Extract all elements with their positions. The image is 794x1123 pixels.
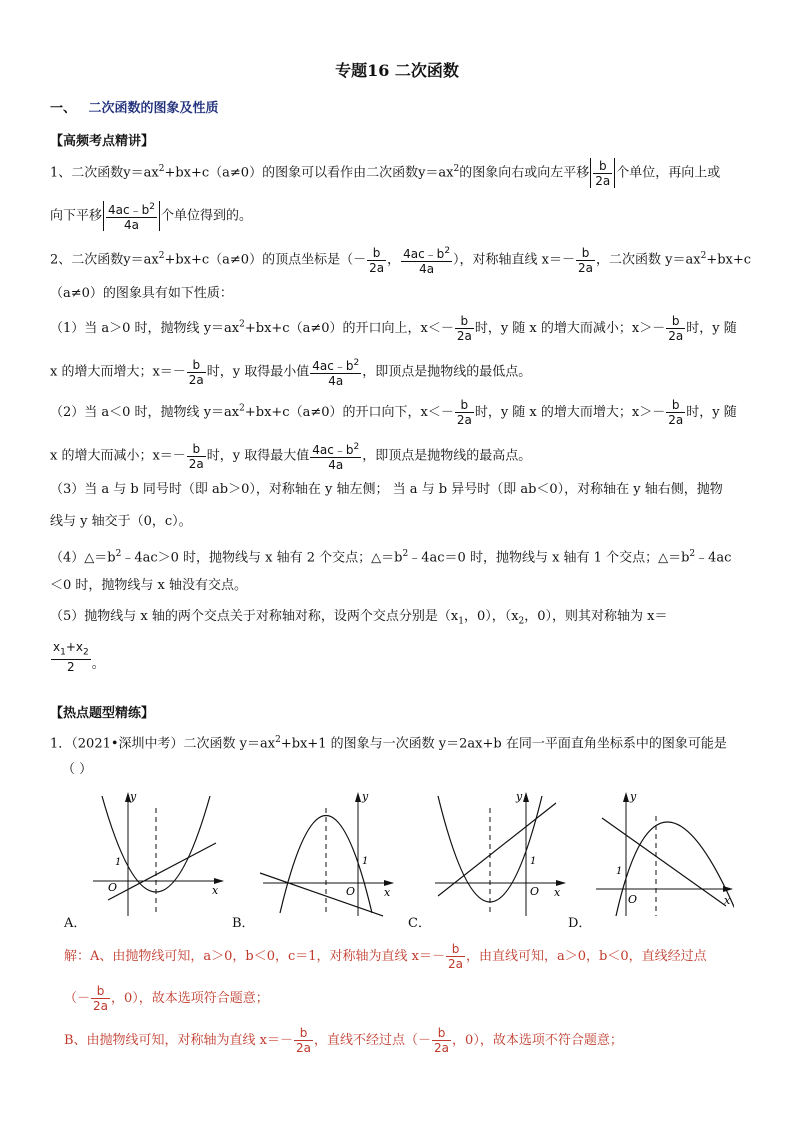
fraction: $\frac{b}{2a}$ <box>456 398 472 427</box>
origin-label: O <box>108 881 118 894</box>
svg-text:y: y <box>516 790 523 803</box>
svg-text:x: x <box>554 886 561 899</box>
para-4-line-2: x 的增大而减小；x＝－ $\frac{b}{2a}$ 时，y 取得最大值 $\frac{4ac﹣b^2}{4a}$ ，即顶点是抛物线的最高点。 <box>50 441 532 472</box>
para-3-line-2: x 的增大而增大；x＝－ $\frac{b}{2a}$ 时，y 取得最小值 $\frac{4ac﹣b^2}{4a}$ ，即顶点是抛物线的最低点。 <box>50 357 532 388</box>
para-4-line-1: （2）当 a＜0 时，抛物线 $y=ax^2+bx+c(a\ne 0)$的开口向下，x＜－ $\frac{b}{2a}$ 时，y 随 x 的增大而增大；x＞－ $\frac{b}{2a}$ 时，y 随 <box>50 398 737 427</box>
fraction: $\frac{b}{2a}$ <box>434 1026 450 1055</box>
svg-text:y: y <box>630 790 637 803</box>
page-title: 专题16 二次函数 <box>335 61 459 80</box>
svg-text:1: 1 <box>530 856 537 867</box>
fraction: $\frac{b}{2a}$ <box>456 314 472 343</box>
fraction: $\frac{b}{2a}$ <box>93 984 109 1013</box>
fraction: $\frac{b}{2a}$ <box>369 245 385 275</box>
graph-option-c[interactable] <box>430 788 570 918</box>
section-label: 二次函数的图象及性质 <box>88 101 219 116</box>
para-7-line-2: $\frac{x_1+x_2}{2}$ 。 <box>53 640 105 675</box>
para-1-line-2: 向下平移 $\frac{4ac﹣b^2}{4a}$ 个单位得到的。 <box>50 202 252 232</box>
svg-text:1: 1 <box>362 856 369 867</box>
section-number: 一、 <box>50 101 77 116</box>
svg-text:O: O <box>628 893 638 906</box>
svg-text:O: O <box>346 885 356 898</box>
svg-text:x: x <box>724 894 731 907</box>
fraction: $\frac{4ac﹣b^2}{4a}$ <box>108 202 155 232</box>
fraction: $\frac{b}{2a}$ <box>668 398 684 427</box>
para-5-line-2: 线与 y 轴交于（0，c）。 <box>50 514 192 529</box>
x-label: x <box>212 884 219 897</box>
fraction: $\frac{4ac﹣b^2}{4a}$ <box>312 442 360 472</box>
y-label: y <box>130 790 137 803</box>
tag-key-points: 【高频考点精讲】 <box>50 134 155 149</box>
svg-text:y: y <box>362 790 369 803</box>
svg-text:O: O <box>530 885 540 898</box>
svg-text:x: x <box>384 886 391 899</box>
para-1-line-1: 1、二次函数$y=ax^2+bx+c(a\ne 0)$的图象可以看作由二次函数$y=ax^2$的图象向右或向左平移 $\frac{b}{2a}$ 个单位，再向上或 <box>50 158 721 188</box>
tag-practice: 【热点题型精练】 <box>50 706 155 721</box>
question-1-line-2: （ ） <box>62 762 93 777</box>
option-d-label: D． <box>568 916 592 931</box>
graph-option-a[interactable] <box>88 788 228 918</box>
fraction: $\frac{b}{2a}$ <box>595 158 611 188</box>
line <box>602 818 726 906</box>
question-1-line-1: 1．（2021•深圳中考）二次函数 $y=ax^2+bx+1$ 的图象与一次函数 y＝2ax+b 在同一平面直角坐标系中的图象可能是 <box>50 735 727 752</box>
para-2-line-2: （a≠0）的图象具有如下性质： <box>50 286 233 301</box>
graph-option-b[interactable] <box>258 788 398 918</box>
option-a-label: A． <box>64 916 87 931</box>
fraction: $\frac{b}{2a}$ <box>188 441 204 471</box>
para-2-line-1: 2、二次函数$y=ax^2+bx+c(a\ne 0)$的顶点坐标是（－ $\frac{b}{2a}$ ， $\frac{4ac﹣b^2}{4a}$ ），对称轴直线 x＝－ $\frac{b}{2a}$ ，二次函数 $y=ax^2+bx+c$ <box>50 245 752 276</box>
fraction: $\frac{b}{2a}$ <box>578 245 594 275</box>
solution-line-1: 解：A、由抛物线可知，a＞0，b＜0，c＝1，对称轴为直线 x＝－ $\frac{b}{2a}$ ，由直线可知，a＞0，b＜0，直线经过点 <box>64 942 707 971</box>
para-6-line-2: ＜0 时，抛物线与 x 轴没有交点。 <box>50 578 247 593</box>
line <box>438 803 556 896</box>
graph-option-d[interactable] <box>594 788 734 918</box>
fraction: $\frac{4ac﹣b^2}{4a}$ <box>403 246 451 276</box>
solution-line-2: （－ $\frac{b}{2a}$ ，0），故本选项符合题意； <box>64 984 269 1013</box>
fraction: $\frac{4ac﹣b^2}{4a}$ <box>312 358 360 388</box>
section-heading <box>50 97 219 116</box>
para-7-line-1: （5）抛物线与 x 轴的两个交点关于对称轴对称，设两个交点分别是（$x_1$，0），（$x_2$，0），则其对称轴为 x＝ <box>50 609 668 627</box>
line <box>108 843 216 900</box>
option-c-label: C． <box>408 916 431 931</box>
para-6-line-1: $(4)\triangle=b^2﹣4ac>0$ 时，抛物线与 x 轴有 2 个交点；$\triangle=b^2﹣4ac=0$ 时，抛物线与 x 轴有 1 个交点；$\triangle=b^2﹣4ac$ <box>50 549 732 566</box>
fraction: $\frac{b}{2a}$ <box>448 942 464 971</box>
line <box>260 873 383 916</box>
para-5-line-1: （3）当 a 与 b 同号时（即 ab＞0），对称轴在 y 轴左侧； 当 a 与 b 异号时（即 ab＜0），对称轴在 y 轴右侧，抛物 <box>50 482 723 497</box>
option-b-label: B． <box>232 916 255 931</box>
fraction: $\frac{b}{2a}$ <box>668 314 684 343</box>
fraction: $\frac{b}{2a}$ <box>188 357 204 387</box>
tick-one: 1 <box>115 857 122 868</box>
svg-text:1: 1 <box>616 866 623 877</box>
para-3-line-1: （1）当 a＞0 时，抛物线 $y=ax^2+bx+c(a\ne 0)$的开口向上，x＜－ $\frac{b}{2a}$ 时，y 随 x 的增大而减小；x＞－ $\frac{b}{2a}$ 时，y 随 <box>50 314 737 343</box>
solution-line-3: B、由抛物线可知，对称轴为直线 x＝－ $\frac{b}{2a}$ ，直线不经过点（－ $\frac{b}{2a}$ ，0），故本选项不符合题意； <box>64 1026 623 1055</box>
fraction: $\frac{x_1+x_2}{2}$ <box>53 640 89 675</box>
fraction: $\frac{b}{2a}$ <box>296 1026 312 1055</box>
